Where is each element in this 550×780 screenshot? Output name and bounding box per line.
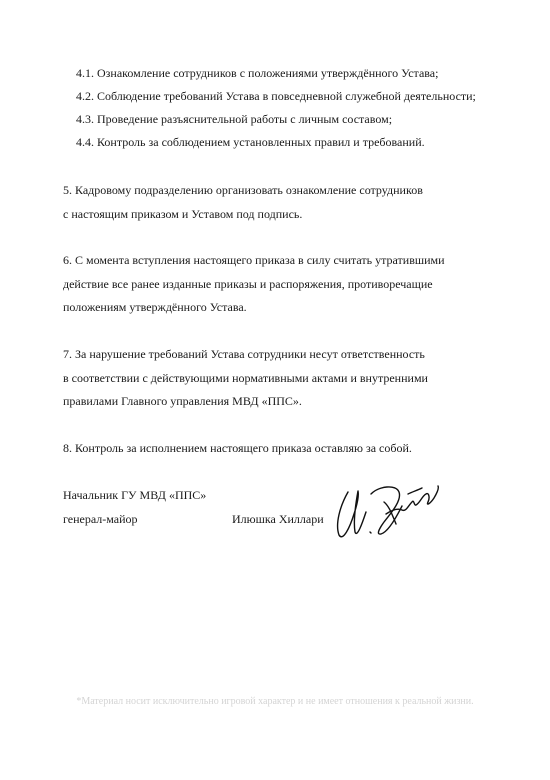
item-4-2: 4.2. Соблюдение требований Устава в повседневной служебной деятельности;	[76, 89, 476, 103]
paragraph-5-line-2: с настоящим приказом и Уставом под подпись.	[63, 207, 303, 221]
paragraph-6-line-1: 6. С момента вступления настоящего приказа в силу считать утратившими	[63, 253, 445, 267]
paragraph-7-line-1: 7. За нарушение требований Устава сотрудники несут ответственность	[63, 347, 425, 361]
paragraph-8: 8. Контроль за исполнением настоящего приказа оставляю за собой.	[63, 441, 412, 455]
signer-rank: генерал-майор	[63, 512, 138, 526]
disclaimer: *Материал носит исключительно игровой характер и не имеет отношения к реальной жизни.	[76, 696, 474, 707]
paragraph-6-line-3: положениям утверждённого Устава.	[63, 300, 247, 314]
paragraph-7-line-3: правилами Главного управления МВД «ППС».	[63, 394, 302, 408]
item-4-3: 4.3. Проведение разъяснительной работы с личным составом;	[76, 112, 393, 126]
paragraph-7-line-2: в соответствии с действующими нормативными актами и внутренними	[63, 371, 428, 385]
item-4-4: 4.4. Контроль за соблюдением установленных правил и требований.	[76, 135, 425, 149]
signer-position: Начальник ГУ МВД «ППС»	[63, 488, 207, 502]
handwritten-signature	[326, 472, 446, 552]
signer-name: Илюшка Хиллари	[232, 512, 324, 526]
paragraph-5-line-1: 5. Кадровому подразделению организовать ознакомление сотрудников	[63, 183, 423, 197]
paragraph-6-line-2: действие все ранее изданные приказы и распоряжения, противоречащие	[63, 277, 433, 291]
item-4-1: 4.1. Ознакомление сотрудников с положениями утверждённого Устава;	[76, 66, 439, 80]
